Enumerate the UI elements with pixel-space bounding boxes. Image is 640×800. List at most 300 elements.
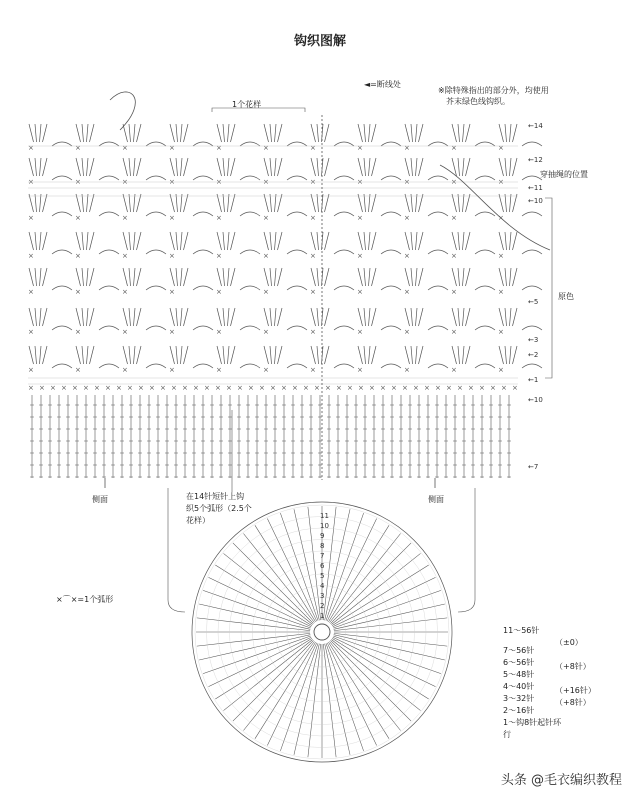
arc-mark <box>52 250 72 254</box>
arc-mark <box>99 142 119 146</box>
stitch-count-table <box>503 625 561 741</box>
x-mark: × <box>75 366 81 374</box>
stitch-mark <box>458 268 460 286</box>
x-mark: × <box>347 384 353 392</box>
stitch-mark <box>87 158 89 176</box>
radial-stitch <box>199 635 310 660</box>
x-mark: × <box>75 144 81 152</box>
stitch-mark <box>458 232 460 250</box>
stitch-mark <box>87 194 89 212</box>
stitch-mark <box>317 232 319 250</box>
arc-mark <box>99 286 119 290</box>
stitch-mark <box>223 308 225 326</box>
stitch-mark <box>463 308 465 326</box>
cut-yarn-legend: ◄=断线处 <box>364 80 401 89</box>
stitch-mark <box>270 268 272 286</box>
stitch-mark <box>452 124 457 142</box>
stitch-mark <box>82 268 84 286</box>
stitch-mark <box>372 158 377 176</box>
radial-stitch <box>280 513 318 621</box>
stitch-mark <box>170 308 175 326</box>
stitch-mark <box>43 308 48 326</box>
x-mark: × <box>479 384 485 392</box>
x-mark: × <box>325 384 331 392</box>
x-mark: × <box>72 384 78 392</box>
stitch-mark <box>184 194 189 212</box>
stitch-mark <box>510 308 512 326</box>
x-mark: × <box>446 384 452 392</box>
stitch-mark <box>40 158 42 176</box>
stitch-mark <box>223 268 225 286</box>
stitch-mark <box>419 232 424 250</box>
stitch-mark <box>35 158 37 176</box>
x-mark: × <box>468 384 474 392</box>
stitch-mark <box>176 308 178 326</box>
stitch-mark <box>137 124 142 142</box>
stitch-mark <box>513 308 518 326</box>
stitch-mark <box>499 308 504 326</box>
radial-stitch <box>332 565 429 626</box>
stitch-mark <box>76 308 81 326</box>
arc-mark <box>428 326 448 330</box>
stitch-mark <box>35 308 37 326</box>
x-mark: × <box>83 384 89 392</box>
one-pattern-label: 1个花样 <box>232 100 262 109</box>
stitch-mark <box>176 346 178 364</box>
arc-mark <box>334 286 354 290</box>
x-mark: × <box>237 384 243 392</box>
stitch-mark <box>513 158 518 176</box>
stitch-mark <box>82 232 84 250</box>
stitch-mark <box>416 268 418 286</box>
arc-mark <box>522 286 542 290</box>
x-mark: × <box>358 384 364 392</box>
stitch-mark <box>505 194 507 212</box>
stitch-mark <box>264 194 269 212</box>
x-mark: × <box>105 384 111 392</box>
side-right-label: 侧面 <box>428 495 444 504</box>
stitch-mark <box>466 346 471 364</box>
x-mark: × <box>122 144 128 152</box>
arc-mark <box>381 364 401 368</box>
x-mark: × <box>435 384 441 392</box>
stitch-mark <box>364 268 366 286</box>
arc-mark <box>99 364 119 368</box>
arc-mark <box>193 326 213 330</box>
stitch-mark <box>40 194 42 212</box>
x-mark: × <box>501 384 507 392</box>
stitch-mark <box>134 308 136 326</box>
stitch-mark <box>466 308 471 326</box>
radial-stitch <box>294 644 319 755</box>
radial-stitch <box>294 509 319 620</box>
stitch-mark <box>275 346 277 364</box>
arc-mark <box>428 142 448 146</box>
stitch-mark <box>416 158 418 176</box>
stitch-mark <box>405 308 410 326</box>
stitch-mark <box>311 158 316 176</box>
stitch-mark <box>325 268 330 286</box>
stitch-mark <box>29 194 34 212</box>
stitch-mark <box>82 158 84 176</box>
x-mark: × <box>404 288 410 296</box>
x-mark: × <box>292 384 298 392</box>
x-mark: × <box>391 384 397 392</box>
arc-mark <box>522 142 542 146</box>
x-mark: × <box>75 288 81 296</box>
stitch-mark <box>278 268 283 286</box>
stitch-mark <box>416 308 418 326</box>
stitch-mark <box>82 308 84 326</box>
stitch-mark <box>369 346 371 364</box>
round-number: 6 <box>320 562 325 570</box>
x-mark: × <box>160 384 166 392</box>
stitch-mark <box>419 194 424 212</box>
round-number: 1 <box>320 612 325 620</box>
stitch-mark <box>137 194 142 212</box>
drawstring-label: 穿抽绳的位置 <box>540 170 588 179</box>
round-number: 4 <box>320 582 325 590</box>
stitch-mark <box>372 194 377 212</box>
stitch-mark <box>184 346 189 364</box>
stitch-mark <box>231 124 236 142</box>
stitch-mark <box>176 268 178 286</box>
x-mark: × <box>404 366 410 374</box>
radial-stitch <box>332 638 429 699</box>
arc-mark <box>522 364 542 368</box>
stitch-mark <box>40 124 42 142</box>
stitch-mark <box>513 232 518 250</box>
x-mark: × <box>451 366 457 374</box>
stitch-mark <box>129 308 131 326</box>
stitch-mark <box>452 268 457 286</box>
stitch-mark <box>278 232 283 250</box>
arc-mark <box>287 212 307 216</box>
stitch-mark <box>76 268 81 286</box>
stitch-mark <box>311 194 316 212</box>
stitch-mark <box>275 194 277 212</box>
stitch-mark <box>134 194 136 212</box>
stitch-row: 7～56针 <box>503 646 535 655</box>
stitch-mark <box>228 158 230 176</box>
stitch-mark <box>510 232 512 250</box>
x-mark: × <box>28 384 34 392</box>
stitch-mark <box>369 194 371 212</box>
round-number: 9 <box>320 532 325 540</box>
radial-stitch <box>255 642 316 739</box>
x-mark: × <box>122 178 128 186</box>
stitch-mark <box>317 308 319 326</box>
stitch-mark <box>170 124 175 142</box>
x-mark: × <box>50 384 56 392</box>
radial-stitch <box>328 525 389 622</box>
x-mark: × <box>404 214 410 222</box>
x-mark: × <box>357 214 363 222</box>
arc-mark <box>428 364 448 368</box>
x-mark: × <box>169 252 175 260</box>
row-label: ←3 <box>528 336 539 344</box>
x-mark: × <box>28 144 34 152</box>
x-mark: × <box>61 384 67 392</box>
stitch-mark <box>264 308 269 326</box>
arc-mark <box>475 326 495 330</box>
row-label: ←12 <box>528 156 543 164</box>
arc-mark <box>52 212 72 216</box>
arc-mark <box>522 326 542 330</box>
stitch-mark <box>275 308 277 326</box>
stitch-mark <box>137 268 142 286</box>
x-mark: × <box>75 328 81 336</box>
x-mark: × <box>357 178 363 186</box>
x-mark: × <box>404 252 410 260</box>
stitch-mark <box>411 158 413 176</box>
x-mark: × <box>116 384 122 392</box>
stitch-mark <box>499 124 504 142</box>
stitch-mark <box>452 232 457 250</box>
stitch-mark <box>43 268 48 286</box>
radial-stitch <box>333 636 441 674</box>
row-label: ←2 <box>528 351 539 359</box>
stitch-mark <box>372 232 377 250</box>
radial-stitch <box>333 637 436 686</box>
stitch-mark <box>270 124 272 142</box>
stitch-mark <box>264 232 269 250</box>
radial-stitch <box>333 577 436 626</box>
stitch-mark <box>90 308 95 326</box>
stitch-mark <box>419 158 424 176</box>
arc-mark <box>475 212 495 216</box>
stitch-mark <box>510 124 512 142</box>
stitch-mark <box>176 124 178 142</box>
stitch-mark <box>411 308 413 326</box>
radial-stitch <box>208 577 311 626</box>
stitch-row: 2～16针 <box>503 706 535 715</box>
stitch-mark <box>411 124 413 142</box>
stitch-mark <box>411 232 413 250</box>
radial-stitch <box>203 636 311 674</box>
stitch-mark <box>76 346 81 364</box>
page-title: 钩织图解 <box>293 34 346 49</box>
stitch-mark <box>278 346 283 364</box>
arc-mark <box>381 250 401 254</box>
x-mark: × <box>138 384 144 392</box>
stitch-mark <box>137 232 142 250</box>
stitch-mark <box>40 268 42 286</box>
connector <box>168 488 185 612</box>
stitch-mark <box>358 346 363 364</box>
stitch-mark <box>466 268 471 286</box>
side-left-label: 侧面 <box>92 495 108 504</box>
watermark: 头条 @毛衣编织教程 <box>500 773 622 788</box>
radial-stitch <box>326 643 364 751</box>
x-mark: × <box>380 384 386 392</box>
stitch-mark <box>325 232 330 250</box>
stitch-mark <box>87 268 89 286</box>
stitch-mark <box>137 346 142 364</box>
stitch-mark <box>134 124 136 142</box>
stitch-mark <box>452 194 457 212</box>
stitch-mark <box>181 124 183 142</box>
x-mark: × <box>357 328 363 336</box>
arc-mark <box>146 286 166 290</box>
round-number: 3 <box>320 592 325 600</box>
x-mark: × <box>169 366 175 374</box>
stitch-mark <box>82 194 84 212</box>
stitch-mark <box>364 308 366 326</box>
stitch-mark <box>82 124 84 142</box>
stitch-mark <box>405 268 410 286</box>
round-number: 2 <box>320 602 325 610</box>
stitch-mark <box>43 158 48 176</box>
stitch-mark <box>134 268 136 286</box>
stitch-mark <box>358 268 363 286</box>
x-mark: × <box>169 144 175 152</box>
magic-ring <box>314 624 330 640</box>
stitch-mark <box>458 158 460 176</box>
x-mark: × <box>451 328 457 336</box>
stitch-mark <box>29 308 34 326</box>
radial-stitch <box>203 590 311 628</box>
stitch-mark <box>416 124 418 142</box>
stitch-mark <box>505 232 507 250</box>
stitch-mark <box>358 124 363 142</box>
stitch-mark <box>405 232 410 250</box>
stitch-mark <box>317 194 319 212</box>
x-mark: × <box>122 214 128 222</box>
stitch-mark <box>458 308 460 326</box>
stitch-mark <box>311 346 316 364</box>
stitch-mark <box>90 346 95 364</box>
arc-mark <box>287 142 307 146</box>
stitch-mark <box>419 268 424 286</box>
arc-mark <box>193 176 213 180</box>
stitch-mark <box>137 308 142 326</box>
stitch-mark <box>270 158 272 176</box>
arc-mark <box>240 250 260 254</box>
x-mark: × <box>216 328 222 336</box>
x-mark: × <box>263 144 269 152</box>
stitch-mark <box>463 232 465 250</box>
stitch-mark <box>40 346 42 364</box>
arc-mark <box>52 142 72 146</box>
stitch-mark <box>369 158 371 176</box>
arc-mark <box>334 250 354 254</box>
arc-mark <box>99 250 119 254</box>
x-mark: × <box>498 366 504 374</box>
center-note-3: 花样） <box>186 516 210 525</box>
stitch-mark <box>29 346 34 364</box>
x-mark: × <box>451 178 457 186</box>
stitch-mark <box>364 194 366 212</box>
x-mark: × <box>122 252 128 260</box>
row-label: ←14 <box>528 122 543 130</box>
arc-mark <box>240 142 260 146</box>
stitch-mark <box>405 346 410 364</box>
arc-mark <box>475 286 495 290</box>
x-mark: × <box>310 214 316 222</box>
arc-mark <box>381 286 401 290</box>
x-mark: × <box>404 144 410 152</box>
stitch-mark <box>90 268 95 286</box>
stitch-mark <box>416 232 418 250</box>
stitch-mark <box>311 268 316 286</box>
x-mark: × <box>28 252 34 260</box>
stitch-mark <box>231 194 236 212</box>
stitch-mark <box>87 308 89 326</box>
stitch-mark <box>405 158 410 176</box>
stitch-mark <box>228 194 230 212</box>
round-number: 10 <box>320 522 329 530</box>
arc-mark <box>381 176 401 180</box>
radial-stitch <box>326 513 364 621</box>
x-mark: × <box>226 384 232 392</box>
stitch-mark <box>364 346 366 364</box>
x-mark: × <box>512 384 518 392</box>
arc-mark <box>240 286 260 290</box>
stitch-mark <box>184 308 189 326</box>
x-mark: × <box>263 328 269 336</box>
stitch-mark <box>184 268 189 286</box>
stitch-mark <box>513 194 518 212</box>
stitch-row: 5～48针 <box>503 670 535 679</box>
stitch-mark <box>466 124 471 142</box>
stitch-mark <box>217 308 222 326</box>
stitch-mark <box>369 124 371 142</box>
stitch-mark <box>411 194 413 212</box>
arc-mark <box>99 326 119 330</box>
stitch-mark <box>419 346 424 364</box>
stitch-mark <box>137 158 142 176</box>
stitch-mark <box>82 346 84 364</box>
stitch-mark <box>90 158 95 176</box>
x-mark: × <box>127 384 133 392</box>
stitch-mark <box>372 346 377 364</box>
stitch-mark <box>369 308 371 326</box>
arc-mark <box>287 176 307 180</box>
arc-mark <box>240 364 260 368</box>
arc-mark <box>475 250 495 254</box>
stitch-mark <box>264 124 269 142</box>
stitch-mark <box>358 232 363 250</box>
x-mark: × <box>216 366 222 374</box>
arc-mark <box>52 364 72 368</box>
arc-mark <box>428 250 448 254</box>
stitch-mark <box>170 346 175 364</box>
arc-mark <box>522 212 542 216</box>
x-mark: × <box>498 288 504 296</box>
stitch-mark <box>176 232 178 250</box>
stitch-mark <box>43 232 48 250</box>
stitch-mark <box>275 124 277 142</box>
x-mark: × <box>169 214 175 222</box>
radial-stitch <box>327 643 376 746</box>
stitch-mark <box>170 232 175 250</box>
stitch-mark <box>358 194 363 212</box>
stitch-mark <box>217 268 222 286</box>
round-number: 11 <box>320 512 329 520</box>
stitch-mark <box>223 124 225 142</box>
stitch-mark <box>231 158 236 176</box>
radial-stitch <box>208 637 311 686</box>
x-mark: × <box>216 214 222 222</box>
radial-stitch <box>334 635 445 660</box>
stitch-mark <box>463 346 465 364</box>
arc-mark <box>334 176 354 180</box>
stitch-mark <box>217 232 222 250</box>
stitch-mark <box>463 124 465 142</box>
stitch-mark <box>223 346 225 364</box>
stitch-mark <box>90 124 95 142</box>
